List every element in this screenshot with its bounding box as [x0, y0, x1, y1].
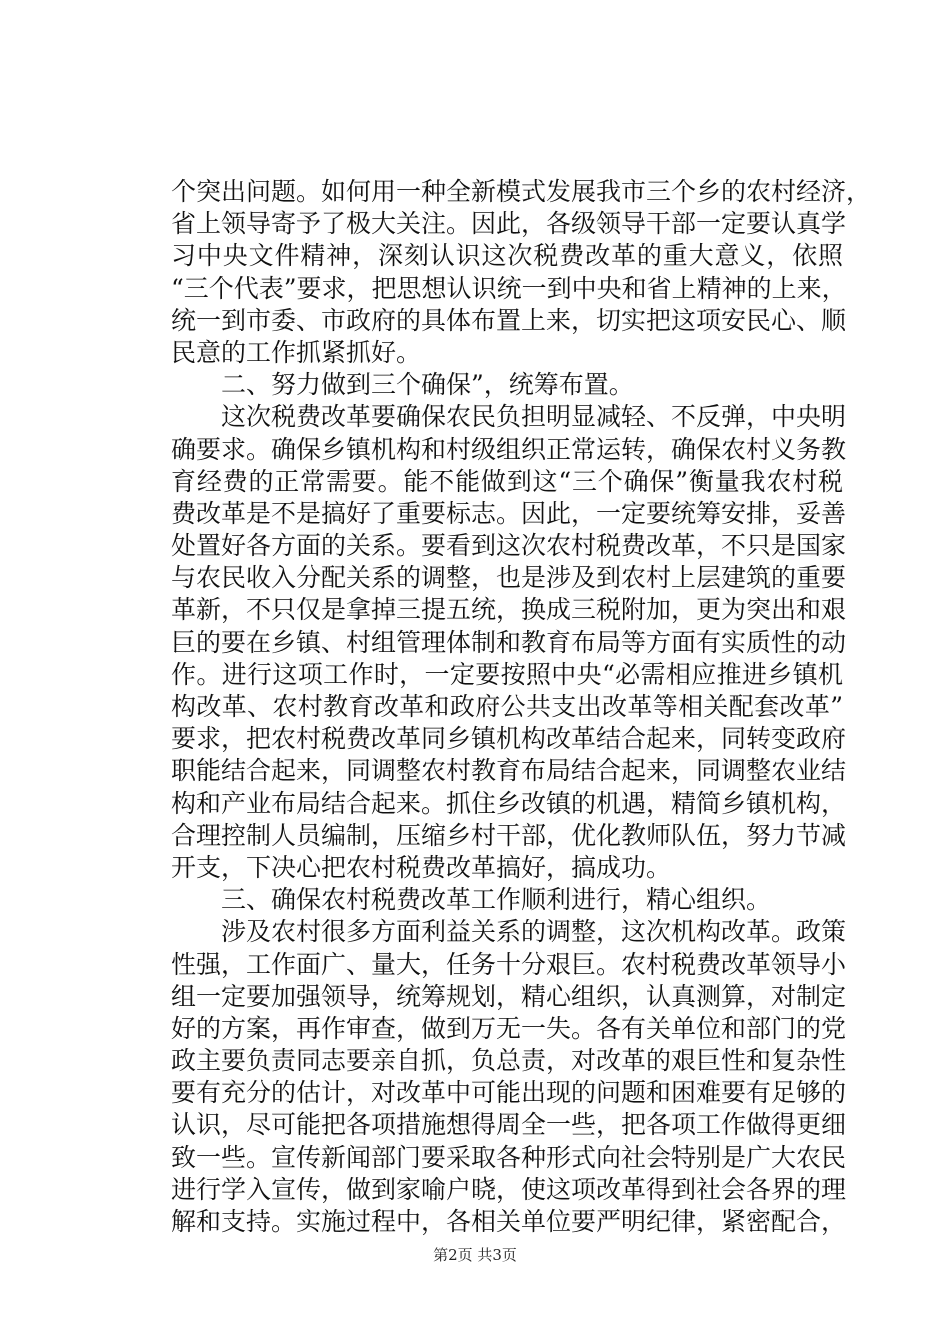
text-line: 性强，工作面广、量大，任务十分艰巨。农村税费改革领导小 — [171, 949, 847, 979]
text-line: 解和支持。实施过程中，各相关单位要严明纪律，紧密配合， — [171, 1207, 847, 1236]
text-line: 革新，不只仅是拿掉三提五统，换成三税附加，更为突出和艰 — [171, 595, 847, 625]
text-line: 个突出问题。如何用一种全新模式发展我市三个乡的农村经济， — [171, 177, 872, 206]
text-line: 组一定要加强领导，统筹规划，精心组织，认真测算，对制定 — [171, 981, 847, 1011]
text-line: 致一些。宣传新闻部门要采取各种形式向社会特别是广大农民 — [171, 1142, 847, 1172]
text-line: 要求，把农村税费改革同乡镇机构改革结合起来，同转变政府 — [171, 724, 847, 754]
text-line: 统一到市委、市政府的具体布置上来，切实把这项安民心、顺 — [171, 305, 847, 335]
text-line: 育经费的正常需要。能不能做到这“三个确保”衡量我农村税 — [171, 466, 843, 496]
text-line: 好的方案，再作审查，做到万无一失。各有关单位和部门的党 — [171, 1013, 847, 1043]
text-line: 三、确保农村税费改革工作顺利进行，精心组织。 — [221, 885, 772, 915]
text-line: 这次税费改革要确保农民负担明显减轻、不反弹，中央明 — [221, 402, 847, 432]
text-line: 政主要负责同志要亲自抓，负总责，对改革的艰巨性和复杂性 — [171, 1046, 847, 1076]
text-line: 习中央文件精神，深刻认识这次税费改革的重大意义，依照 — [171, 241, 843, 271]
text-line: 确要求。确保乡镇机构和村级组织正常运转，确保农村义务教 — [171, 434, 847, 464]
text-line: 涉及农村很多方面利益关系的调整，这次机构改革。政策 — [221, 917, 847, 947]
text-line: 处置好各方面的关系。要看到这次农村税费改革，不只是国家 — [171, 531, 847, 561]
text-line: 要有充分的估计，对改革中可能出现的问题和困难要有足够的 — [171, 1078, 847, 1108]
document-body — [171, 176, 872, 1238]
text-line: 合理控制人员编制，压缩乡村干部，优化教师队伍，努力节减 — [171, 820, 847, 850]
text-line: “三个代表”要求，把思想认识统一到中央和省上精神的上来， — [171, 273, 847, 303]
text-line: 二、努力做到三个确保”，统筹布置。 — [221, 370, 634, 400]
text-line: 民意的工作抓紧抓好。 — [171, 337, 422, 367]
text-line: 进行学入宣传，做到家喻户晓，使这项改革得到社会各界的理 — [171, 1174, 847, 1204]
text-line: 职能结合起来，同调整农村教育布局结合起来，同调整农业结 — [171, 756, 847, 786]
text-line: 省上领导寄予了极大关注。因此，各级领导干部一定要认真学 — [171, 209, 847, 239]
text-line: 开支，下决心把农村税费改革搞好，搞成功。 — [171, 852, 672, 882]
text-line: 认识，尽可能把各项措施想得周全一些，把各项工作做得更细 — [171, 1110, 847, 1140]
page-footer: 第2页 共3页 — [433, 1246, 517, 1264]
text-line: 巨的要在乡镇、村组管理体制和教育布局等方面有实质性的动 — [171, 627, 847, 657]
text-line: 费改革是不是搞好了重要标志。因此，一定要统筹安排，妥善 — [171, 498, 847, 528]
text-line: 与农民收入分配关系的调整，也是涉及到农村上层建筑的重要 — [171, 563, 847, 593]
text-line: 构改革、农村教育改革和政府公共支出改革等相关配套改革” — [171, 692, 843, 721]
text-line: 作。进行这项工作时，一定要按照中央“必需相应推进乡镇机 — [171, 659, 843, 689]
text-line: 构和产业布局结合起来。抓住乡改镇的机遇，精简乡镇机构， — [171, 788, 847, 818]
